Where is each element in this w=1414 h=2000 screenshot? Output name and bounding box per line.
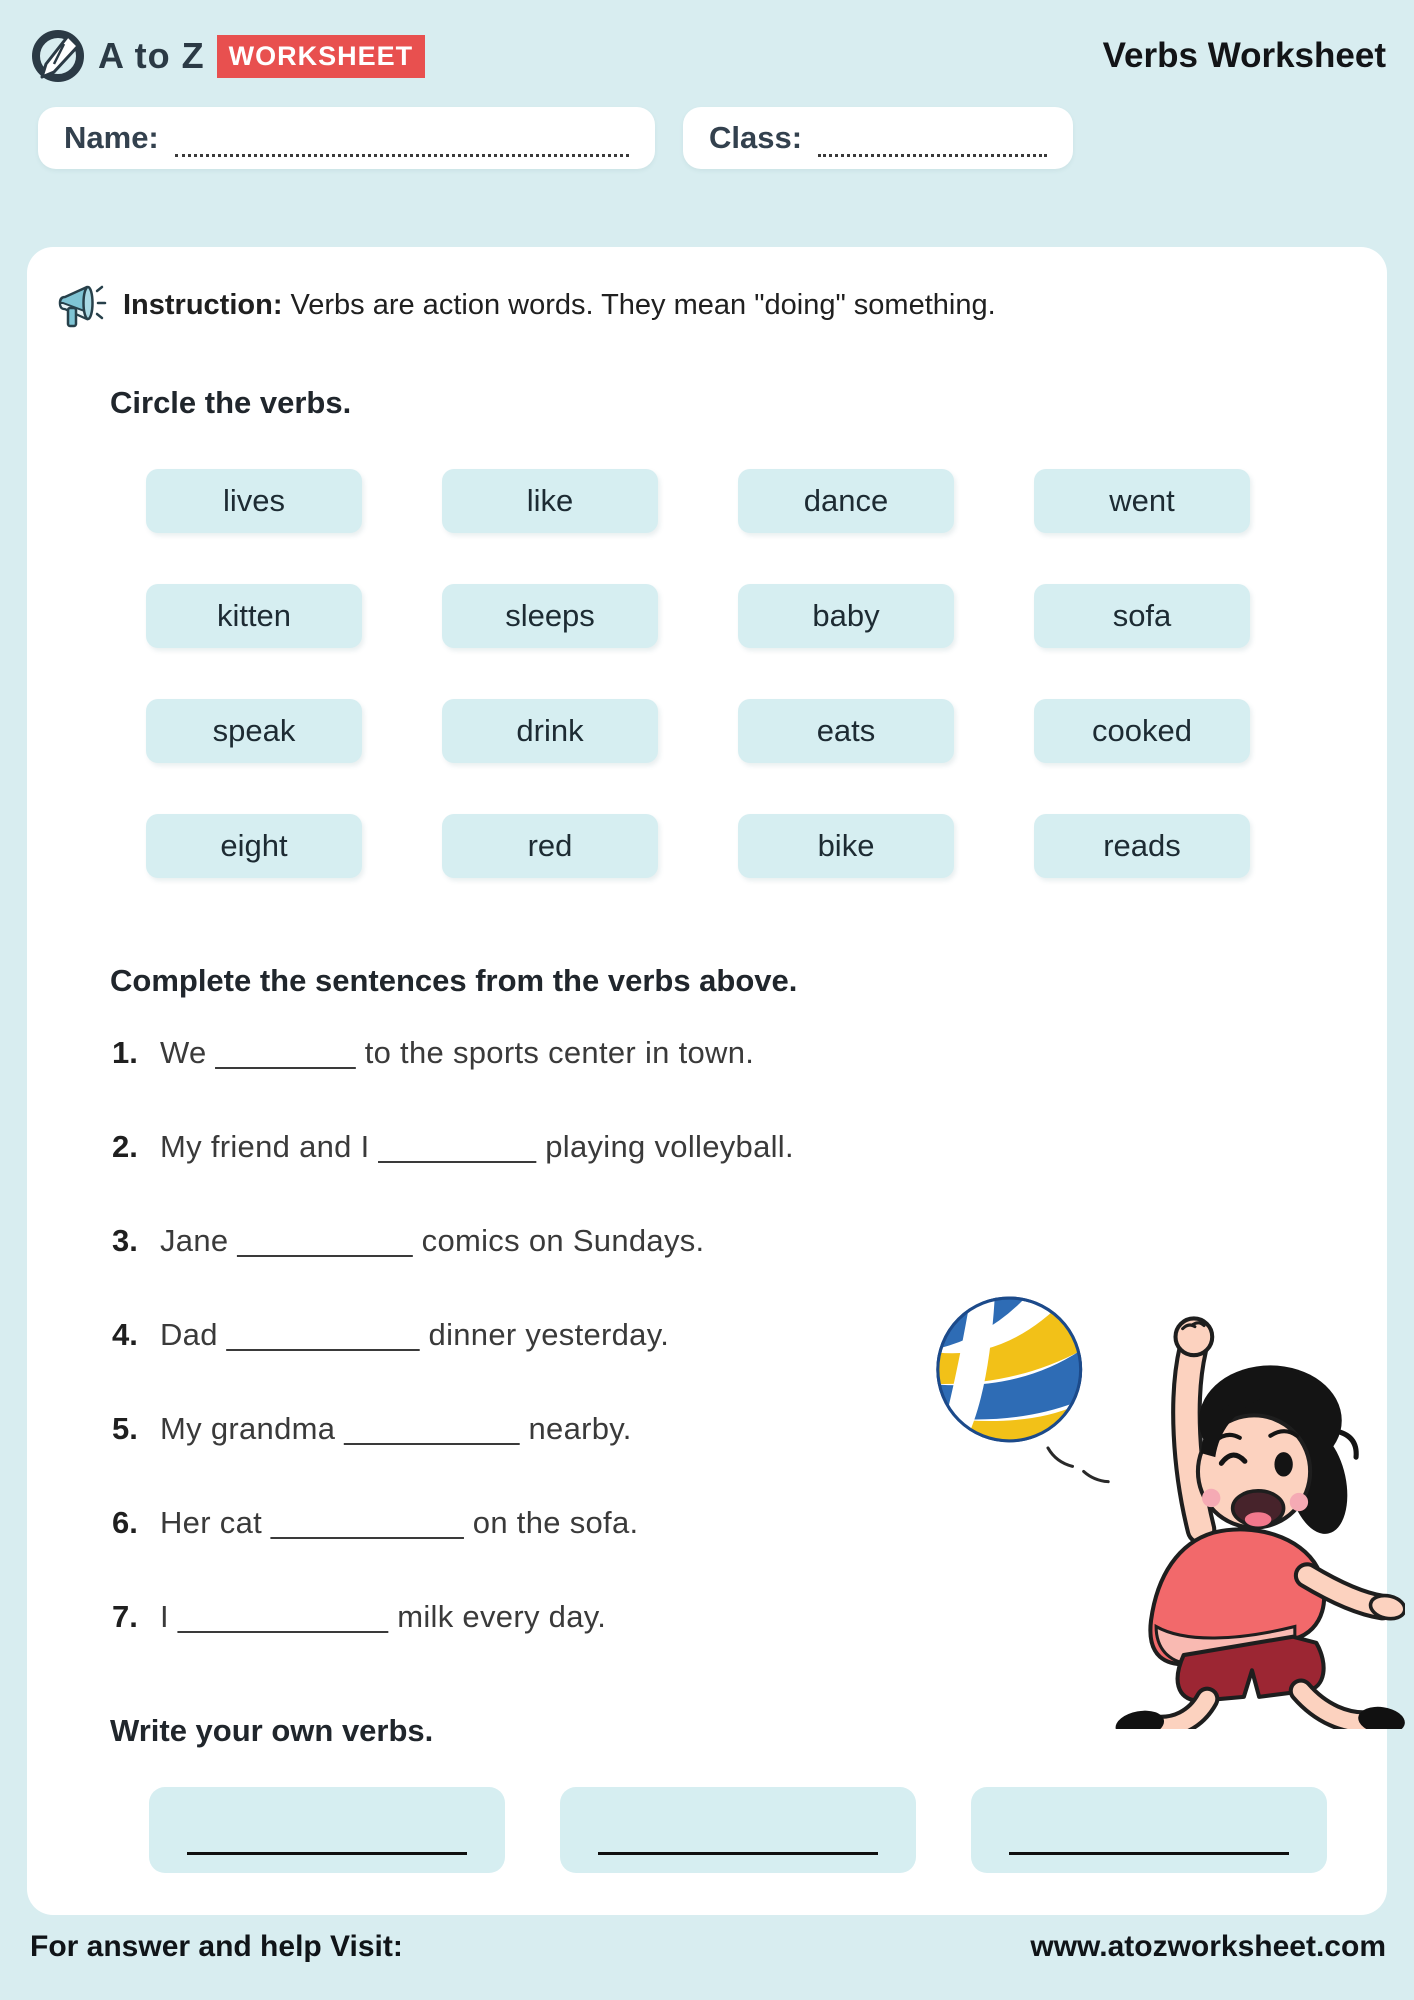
brand-badge: WORKSHEET bbox=[217, 35, 426, 78]
write-verb-box[interactable] bbox=[560, 1787, 916, 1873]
word-pill[interactable]: sleeps bbox=[442, 584, 658, 648]
instruction-body: Verbs are action words. They mean "doing" something. bbox=[290, 288, 996, 321]
sentence-row bbox=[112, 1411, 1012, 1505]
write-blank-line bbox=[1009, 1852, 1289, 1855]
sentence-row bbox=[112, 1317, 1012, 1411]
word-pill[interactable]: went bbox=[1034, 469, 1250, 533]
word-pill[interactable]: bike bbox=[738, 814, 954, 878]
word-pill[interactable]: red bbox=[442, 814, 658, 878]
sentence-number: 2. bbox=[112, 1129, 138, 1164]
sentence-number: 1. bbox=[112, 1035, 138, 1070]
instruction-text bbox=[123, 289, 996, 322]
sentence-row bbox=[112, 1223, 1012, 1317]
worksheet-card bbox=[27, 247, 1387, 1915]
sentence-text: We ________ to the sports center in town. bbox=[160, 1035, 755, 1070]
fountain-pen-circle-icon bbox=[30, 28, 86, 84]
class-blank-line[interactable] bbox=[818, 120, 1047, 157]
word-pill[interactable]: eats bbox=[738, 699, 954, 763]
megaphone-icon bbox=[55, 279, 107, 331]
write-verb-box[interactable] bbox=[149, 1787, 505, 1873]
sentence-number: 4. bbox=[112, 1317, 138, 1352]
sentence-row bbox=[112, 1035, 1012, 1129]
name-field bbox=[38, 107, 655, 169]
name-label: Name: bbox=[64, 120, 159, 155]
page-title: Verbs Worksheet bbox=[1102, 36, 1386, 75]
write-boxes bbox=[149, 1787, 1327, 1873]
class-label: Class: bbox=[709, 120, 803, 155]
footer-help-text: For answer and help Visit: bbox=[30, 1930, 403, 1963]
sentence-text: Jane __________ comics on Sundays. bbox=[160, 1223, 705, 1258]
word-pill[interactable]: speak bbox=[146, 699, 362, 763]
footer-website-url[interactable]: www.atozworksheet.com bbox=[1030, 1930, 1386, 1963]
sentence-number: 7. bbox=[112, 1599, 138, 1634]
word-pill[interactable]: dance bbox=[738, 469, 954, 533]
sentence-text: I ____________ milk every day. bbox=[160, 1599, 607, 1634]
word-pill[interactable]: like bbox=[442, 469, 658, 533]
sentence-number: 3. bbox=[112, 1223, 138, 1258]
word-pill[interactable]: reads bbox=[1034, 814, 1250, 878]
word-grid bbox=[146, 469, 1250, 878]
complete-sentences-heading: Complete the sentences from the verbs above. bbox=[110, 963, 798, 998]
word-pill[interactable]: kitten bbox=[146, 584, 362, 648]
sentence-row bbox=[112, 1129, 1012, 1223]
sentence-text: My friend and I _________ playing volleyball. bbox=[160, 1129, 794, 1164]
sentence-number: 6. bbox=[112, 1505, 138, 1540]
sentence-text: My grandma __________ nearby. bbox=[160, 1411, 632, 1446]
sentence-list bbox=[112, 1035, 1012, 1693]
write-blank-line bbox=[187, 1852, 467, 1855]
write-own-verbs-heading: Write your own verbs. bbox=[110, 1713, 434, 1748]
write-blank-line bbox=[598, 1852, 878, 1855]
name-blank-line[interactable] bbox=[175, 120, 629, 157]
sentence-text: Dad ___________ dinner yesterday. bbox=[160, 1317, 670, 1352]
sentence-row bbox=[112, 1599, 1012, 1693]
circle-verbs-heading: Circle the verbs. bbox=[110, 385, 352, 420]
instruction-label: Instruction: bbox=[123, 288, 283, 321]
word-pill[interactable]: sofa bbox=[1034, 584, 1250, 648]
instruction-row bbox=[55, 279, 996, 331]
brand-name: A to Z bbox=[98, 35, 205, 76]
write-verb-box[interactable] bbox=[971, 1787, 1327, 1873]
sentence-text: Her cat ___________ on the sofa. bbox=[160, 1505, 639, 1540]
word-pill[interactable]: lives bbox=[146, 469, 362, 533]
word-pill[interactable]: baby bbox=[738, 584, 954, 648]
word-pill[interactable]: eight bbox=[146, 814, 362, 878]
sentence-row bbox=[112, 1505, 1012, 1599]
word-pill[interactable]: cooked bbox=[1034, 699, 1250, 763]
brand-logo bbox=[30, 28, 425, 84]
class-field bbox=[683, 107, 1073, 169]
boy-volleyball-illustration bbox=[895, 1269, 1405, 1729]
sentence-number: 5. bbox=[112, 1411, 138, 1446]
word-pill[interactable]: drink bbox=[442, 699, 658, 763]
